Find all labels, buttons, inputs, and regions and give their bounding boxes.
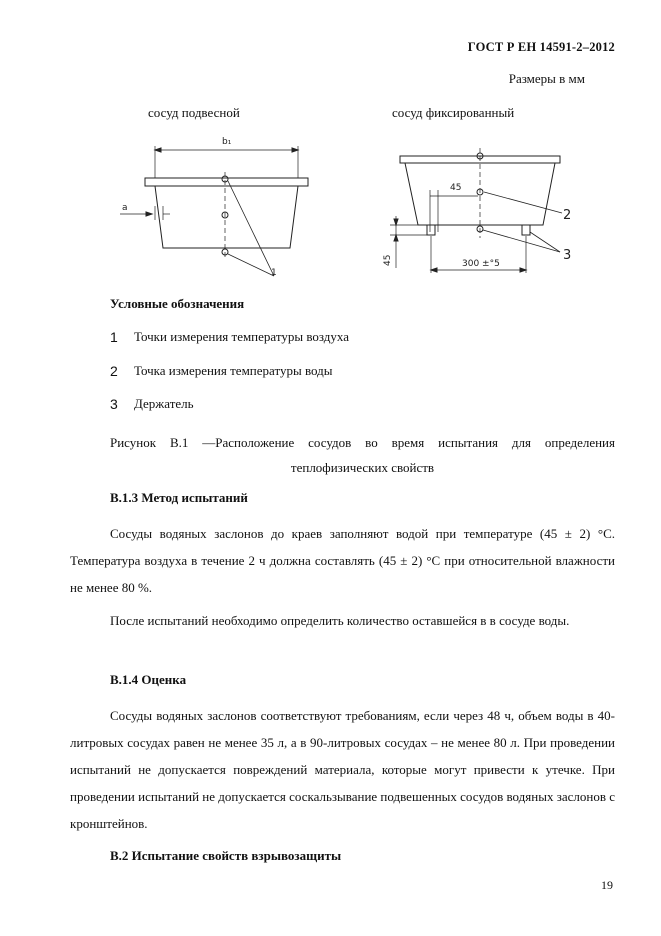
legend-text: Точки измерения температуры воздуха — [134, 329, 350, 344]
section-heading-b2: В.2 Испытание свойств взрывозащиты — [110, 848, 342, 863]
dim-300-label: 300 ±°5 — [462, 259, 500, 269]
legend-number: 2 — [110, 363, 118, 379]
leader-line-1 — [228, 181, 274, 276]
paragraph-text: После испытаний необходимо определить количество оставшейся в в сосуде воды. — [110, 613, 570, 628]
label-hanging-vessel: сосуд подвесной — [148, 105, 240, 120]
holder-foot — [522, 225, 530, 235]
label-fixed-vessel: сосуд фиксированный — [392, 105, 515, 120]
leader-line-2 — [484, 192, 562, 213]
dim-45-side-label: 45 — [383, 254, 393, 266]
dim-45-top-label: 45 — [450, 183, 462, 193]
leader-line-1 — [228, 254, 274, 276]
dim-b1-label: b₁ — [222, 137, 232, 147]
legend-title: Условные обозначения — [110, 296, 245, 311]
paragraph-text: Сосуды водяных заслонов соответствуют требованиям, если через 48 ч, объем воды в 40-литровых сосудах равен не менее 35 л, а в 90-литровых сосудах – не менее 80 л. При проведении испытаний не допускается повреждений материала, которые могут привести к утечке. При проведении испытаний не допускается соскальзывание подвешенных сосудов водяных заслонов с кронштейнов. — [70, 708, 615, 831]
callout-2: 2 — [563, 208, 572, 223]
legend-item — [110, 363, 332, 379]
callout-3: 3 — [563, 248, 572, 263]
legend-item — [110, 329, 349, 345]
legend-text: Точка измерения температуры воды — [134, 363, 333, 378]
leader-line-3 — [530, 232, 560, 252]
paragraph — [70, 520, 615, 601]
fixed-vessel-drawing — [390, 148, 562, 273]
section-heading-b13: В.1.3 Метод испытаний — [110, 490, 248, 505]
paragraph — [70, 702, 615, 837]
dim-a-label: a — [122, 203, 128, 213]
document-standard-header: ГОСТ Р ЕН 14591-2–2012 — [467, 40, 615, 54]
figure-caption: Рисунок В.1 —Расположение сосудов во время испытания для определения теплофизических свойств — [110, 435, 615, 475]
legend-number: 3 — [110, 396, 118, 412]
legend-item — [110, 396, 194, 412]
callout-1: 1 — [271, 268, 277, 278]
paragraph — [70, 607, 615, 634]
legend-number: 1 — [110, 329, 118, 345]
page-number: 19 — [601, 878, 613, 892]
section-heading-b14: В.1.4 Оценка — [110, 672, 187, 687]
units-note: Размеры в мм — [508, 71, 585, 86]
hanging-vessel-drawing — [120, 146, 308, 276]
holder-foot — [427, 225, 435, 235]
legend-text: Держатель — [134, 396, 194, 411]
paragraph-text: Сосуды водяных заслонов до краев заполняют водой при температуре (45 ± 2) °С. Температура воздуха в течение 2 ч должна составлять (45 ± 2) °С при относительной влажности не менее 80 %. — [70, 526, 615, 595]
vessel-placement-figure — [100, 128, 590, 278]
